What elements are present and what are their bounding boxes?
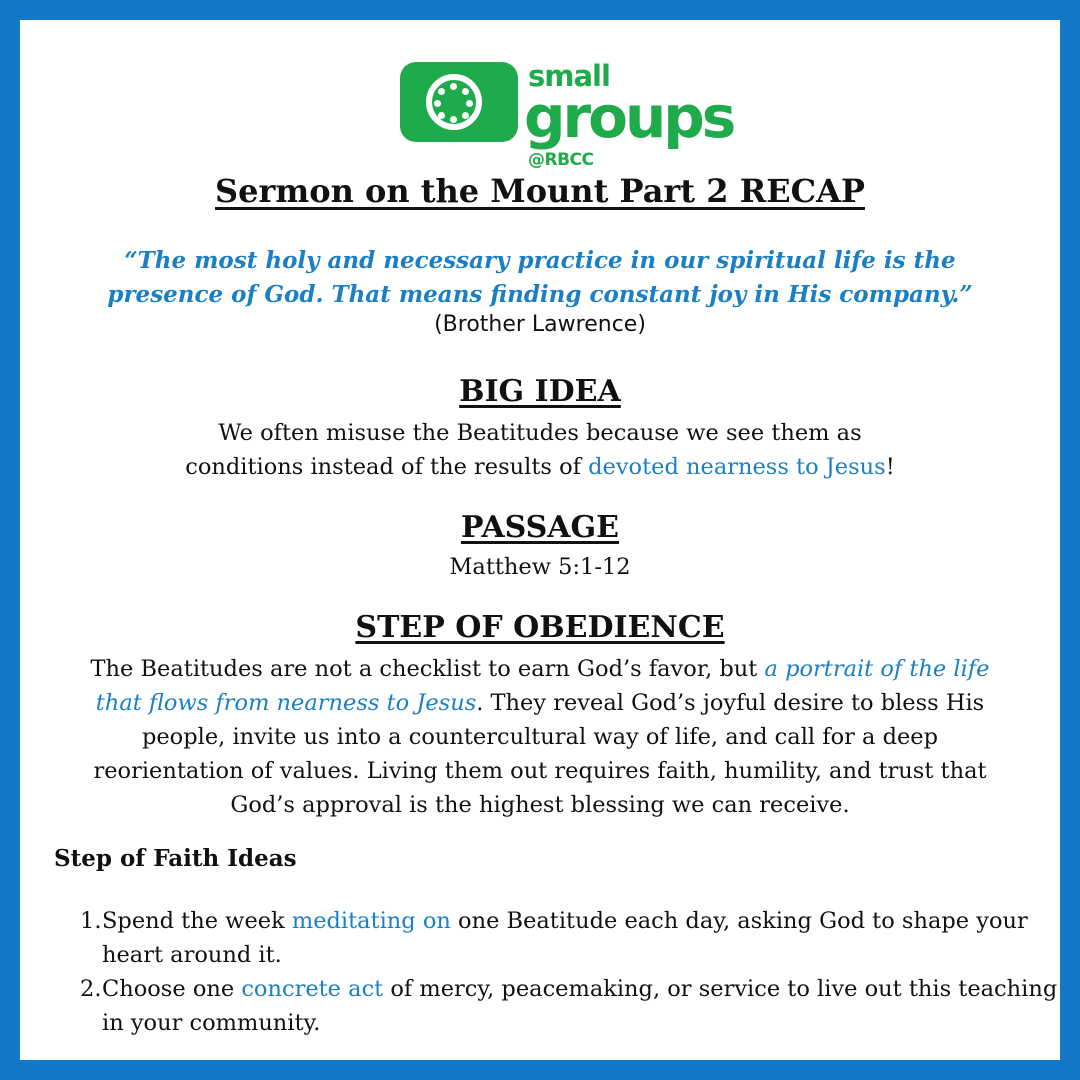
step-of-faith-heading: Step of Faith Ideas [54,845,297,872]
quote [80,244,1000,312]
chat-bubble-icon [400,62,518,142]
passage-heading: PASSAGE [460,510,620,545]
big-idea-line-1: We often misuse the Beatitudes because we see them as [218,420,862,446]
big-idea-heading: BIG IDEA [459,374,621,409]
step-of-obedience-heading: STEP OF OBEDIENCE [355,610,725,645]
step-of-obedience-text: The Beatitudes are not a checklist to earn God’s favor, but a portrait of the life that flows from nearness to Jesus. They reveal God’s joyful desire to bless His people, invite us into a countercultural way of life, and call for a deep reorientation of values. Living them out requires faith, humility, and trust that God’s approval is the highest blessing we can receive. [90,656,990,818]
quote-line-2: presence of God. That means finding constant joy in His company.” [107,281,973,308]
big-idea-text [60,416,1020,484]
item-2-highlight: concrete act [241,976,384,1002]
content-card [20,20,1060,1060]
small-groups-logo [400,59,734,170]
quote-author: (Brother Lawrence) [434,312,646,337]
logo-word-groups: groups [524,83,734,151]
logo-word-small: small [528,59,610,93]
logo-word-rbcc: @RBCC [528,150,594,170]
list-item: 1. Spend the week meditating on one Beatitude each day, asking God to shape your heart around it. [80,908,1028,968]
item-1-highlight: meditating on [291,908,451,934]
obedience-highlight: a portrait of the life that flows from nearness to Jesus [95,656,990,716]
step-of-faith-list [80,904,1060,1040]
page-title: Sermon on the Mount Part 2 RECAP [215,172,865,210]
list-item: 2. Choose one concrete act of mercy, peacemaking, or service to live out this teaching in your community. [80,976,1058,1036]
big-idea-line-2: conditions instead of the results of devoted nearness to Jesus! [185,454,895,480]
passage-reference: Matthew 5:1-12 [449,554,631,580]
quote-line-1: “The most holy and necessary practice in our spiritual life is the [124,247,956,274]
big-idea-highlight: devoted nearness to Jesus [588,454,886,480]
